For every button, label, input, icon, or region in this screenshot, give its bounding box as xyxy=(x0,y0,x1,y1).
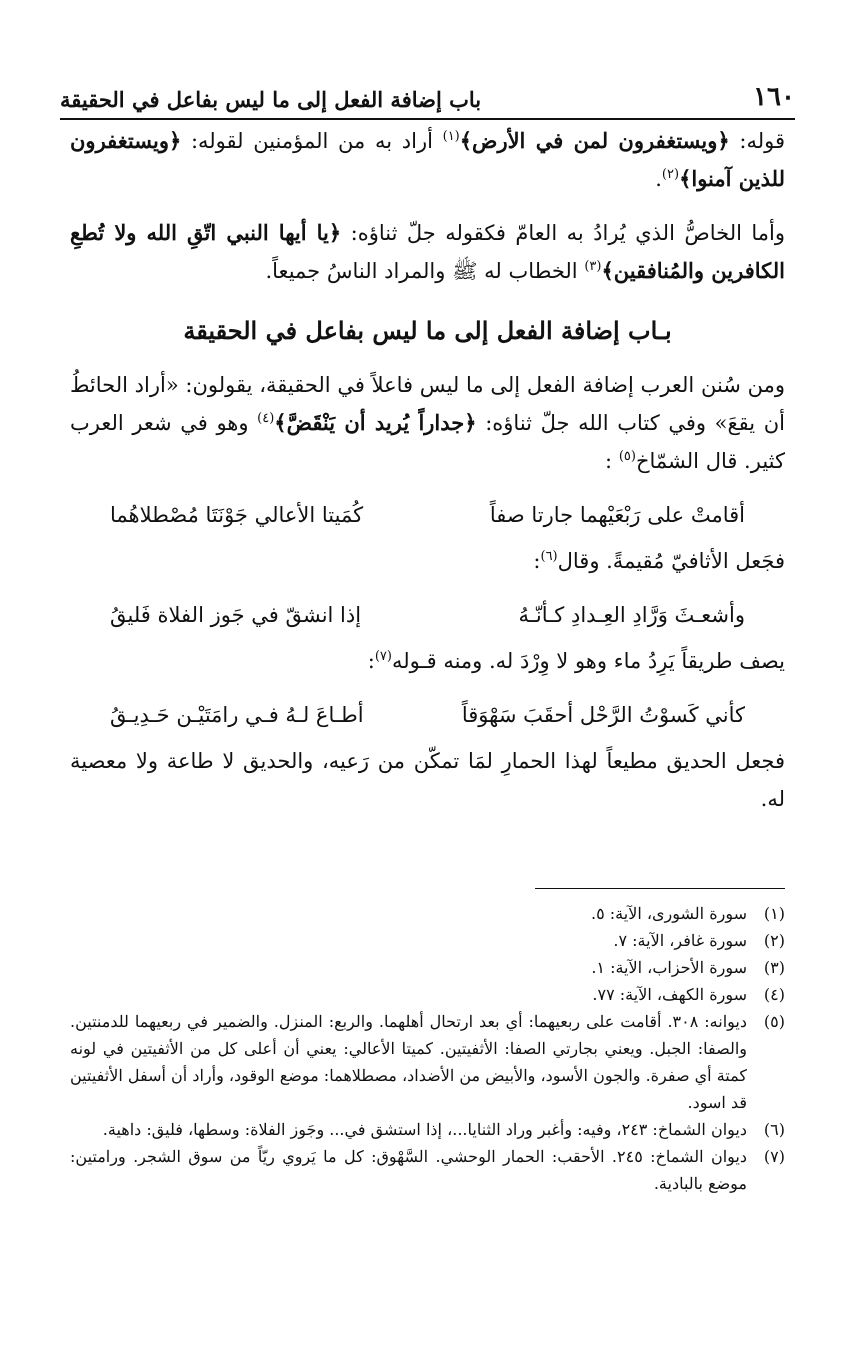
footnote-ref[interactable]: (٤) xyxy=(257,411,275,426)
text: : xyxy=(533,549,541,573)
footnote-text: سورة الشورى، الآية: ٥. xyxy=(591,904,747,923)
text: : xyxy=(605,449,619,473)
running-title: باب إضافة الفعل إلى ما ليس بفاعل في الحقيقة xyxy=(60,87,482,112)
text: الخطاب له ﷺ والمراد الناسُ جميعاً. xyxy=(265,259,585,283)
paragraph-1 xyxy=(70,122,785,198)
footnote-ref[interactable]: (٢) xyxy=(661,167,680,182)
footnote-number: (٥) xyxy=(763,1012,785,1031)
footnote-text: ديوان الشماخ: ٢٤٣، وفيه: وأغبر وراد الثنايا...، إذا استشق في... وجَوز الفلاة: وسطها، فليق: داهية. xyxy=(102,1120,747,1139)
footnote-text: ديوان الشماخ: ٢٤٥. الأحقب: الحمار الوحشي. السَّهْوق: كل ما يَروي ريّاً من سوق الشجر. ورامتين: موضع بالبادية. xyxy=(70,1147,747,1193)
footnote-separator xyxy=(535,888,785,889)
footnote-text: سورة الكهف، الآية: ٧٧. xyxy=(592,985,747,1004)
verse-second-half: أطـاعَ لـهُ فـي رامَتَيْـن حَـدِيـقُ xyxy=(110,703,364,727)
footnote xyxy=(70,1143,785,1197)
verse-second-half: كُمَيتا الأعالي جَوْنَتَا مُصْطلاهُما xyxy=(110,503,364,527)
text: قوله: xyxy=(729,129,785,153)
footnote-number: (٤) xyxy=(763,985,785,1004)
page-header xyxy=(60,72,795,120)
paragraph-3 xyxy=(70,366,785,480)
footnote-text: ديوانه: ٣٠٨. أقامت على ربعيهما: أي بعد ارتحال أهلهما. والربع: المنزل. والضمير في ربعيهما للدمنتين. والصفا: الجبل. ويعني بجارتي الصفا: الأثفيتين. كميتا الأعالي: يعني أن أعلى كل من الأثفيتين في لونه كمتة أي صفرة. والجون الأسود، والأبيض من الأضداد، مصطلاهما: موضع الوقود، وأراد أن أسفل الأثفيتين قد اسود. xyxy=(70,1012,748,1112)
footnote-ref[interactable]: (٦) xyxy=(540,549,558,564)
footnotes xyxy=(70,900,785,1197)
quran-quote: ﴿ويستغفرون لمن في الأرض﴾ xyxy=(459,128,730,153)
text: وأما الخاصُّ الذي يُرادُ به العامّ فكقوله جلّ ثناؤه: xyxy=(341,221,785,245)
footnote-number: (٧) xyxy=(763,1147,785,1166)
quran-quote: ﴿جداراً يُريد أن يَنْقَضَّ﴾ xyxy=(274,410,477,435)
footnote-text: سورة الأحزاب، الآية: ١. xyxy=(591,958,747,977)
text: وهو في شعر العرب كثير. قال الشمّاخ xyxy=(70,411,785,473)
footnote xyxy=(70,900,785,927)
footnote-ref[interactable]: (٣) xyxy=(584,259,602,274)
chapter-title: بـاب إضافة الفعل إلى ما ليس بفاعل في الحقيقة xyxy=(183,316,672,345)
footnote xyxy=(70,1008,785,1116)
verse-first-half: كأني كَسوْتُ الرَّحْل أحقَبَ سَهْوَقاً xyxy=(461,703,745,727)
paragraph-4: فجعل الحديق مطيعاً لهذا الحمارِ لمَا تمكّن من رَعيه، والحديق لا طاعة ولا معصية له. xyxy=(70,749,785,811)
footnote xyxy=(70,1116,785,1143)
verse-first-half: أقامتْ على رَبْعَيْهما جارتا صفاً xyxy=(489,503,745,527)
quran-quote: ﴿ويستغفرون للذين آمنوا﴾ xyxy=(70,128,785,191)
footnote-ref[interactable]: (٧) xyxy=(374,649,392,664)
poem-verse-1 xyxy=(70,496,785,534)
paragraph-2 xyxy=(70,214,785,290)
commentary-line-1 xyxy=(70,542,785,580)
text: . xyxy=(655,167,662,191)
footnote xyxy=(70,954,785,981)
verse-second-half: إذا انشقّ في جَوز الفلاة فَليقُ xyxy=(110,603,362,627)
text: أراد به من المؤمنين لقوله: xyxy=(181,129,443,153)
poem-verse-3 xyxy=(70,696,785,734)
footnote xyxy=(70,927,785,954)
text: يصف طريقاً يَرِدُ ماء وهو لا وِرْدَ له. ومنه قـوله xyxy=(391,649,785,673)
text: : xyxy=(367,649,375,673)
footnote xyxy=(70,981,785,1008)
footnote-number: (٦) xyxy=(763,1120,785,1139)
footnote-number: (٢) xyxy=(763,931,785,950)
footnote-ref[interactable]: (٥) xyxy=(618,449,636,464)
main-text xyxy=(70,122,785,834)
poem-verse-2 xyxy=(70,596,785,634)
footnote-ref[interactable]: (١) xyxy=(442,129,460,144)
commentary-line-2 xyxy=(70,642,785,680)
quran-quote: ﴿يا أيها النبي اتّقِ الله ولا تُطعِ الكافرين والمُنافقين﴾ xyxy=(70,220,785,283)
verse-first-half: وأشعـثَ وَرَّادِ العِـدادِ كـأنّـهُ xyxy=(518,603,745,627)
page-number: ١٦٠ xyxy=(753,82,795,112)
text: ومن سُنن العرب إضافة الفعل إلى ما ليس فاعلاً في الحقيقة، يقولون: «أراد الحائطُ أن يقعَ» وفي كتاب الله جلّ ثناؤه: xyxy=(70,373,786,435)
footnote-number: (٣) xyxy=(763,958,785,977)
text: فجَعل الأثافيّ مُقيمةً. وقال xyxy=(557,549,785,573)
footnote-number: (١) xyxy=(763,904,785,923)
footnote-text: سورة غافر، الآية: ٧. xyxy=(613,931,747,950)
